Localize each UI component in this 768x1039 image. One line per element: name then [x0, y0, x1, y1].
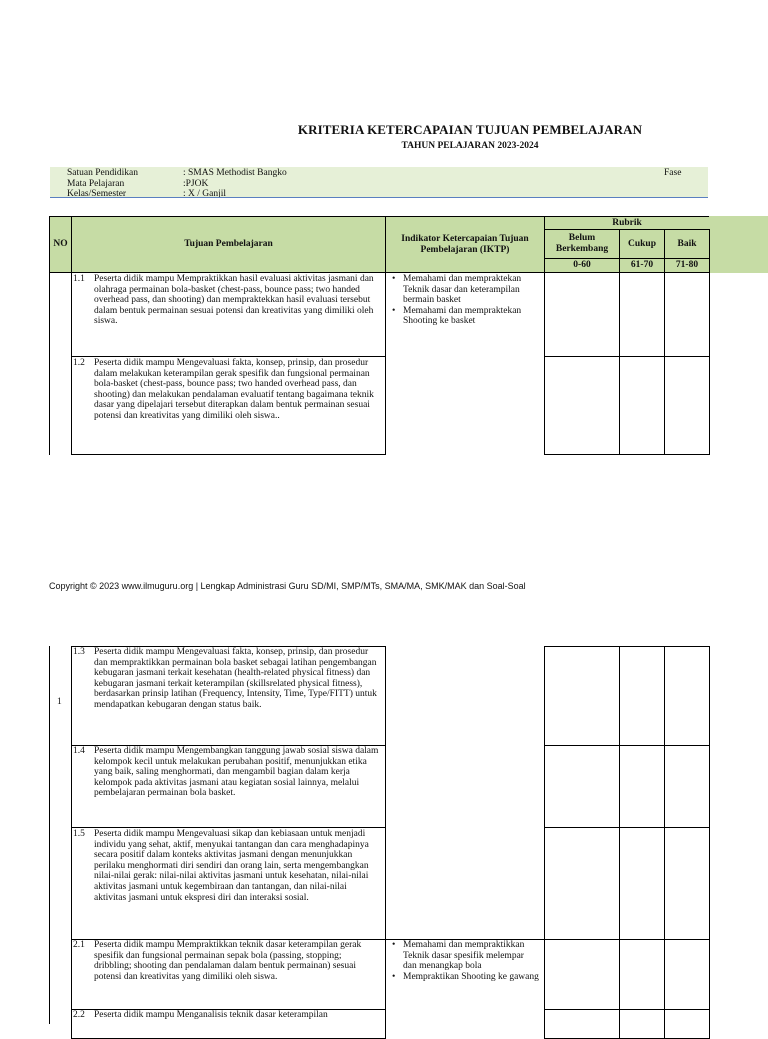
indikator-item: • Mempraktikan Shooting ke gawang — [388, 972, 540, 983]
score-cell-cukup — [619, 939, 665, 1010]
score-cell-baik — [664, 745, 710, 828]
score-cell-baik — [664, 646, 710, 746]
header-indikator: Indikator Ketercapaian Tujuan Pembelajaran (IKTP) — [385, 216, 545, 273]
row-number: 1.2 — [73, 358, 85, 368]
row-number: 2.2 — [73, 1010, 85, 1020]
info-band — [50, 167, 708, 198]
score-cell-belum — [544, 827, 620, 940]
header-baik-range: 71-80 — [664, 258, 710, 273]
score-cell-belum — [544, 356, 620, 455]
indikator-item: • Memahami dan mempraktekan Shooting ke basket — [388, 306, 540, 327]
info-kelas-value: : X / Ganjil — [183, 189, 227, 198]
row-text: Peserta didik mampu Menganalisis teknik dasar keterampilan — [94, 1010, 328, 1020]
row-text: Peserta didik mampu Mengembangkan tanggung jawab sosial siswa dalam kelompok kecil untuk melakukan perubahan positif, menunjukkan etika yang baik, saling menghormati, dan mengambil bagian dalam kerja kelompok pada aktivitas jasmani atau kegiatan sosial lainnya, melalui pembelajaran permainan bola basket. — [94, 746, 379, 799]
row-number: 1.1 — [73, 274, 85, 284]
score-cell-baik — [664, 939, 710, 1010]
score-cell-cukup — [619, 272, 665, 357]
header-rubrik: Rubrik — [544, 216, 710, 230]
document-subtitle: TAHUN PELAJARAN 2023-2024 — [401, 141, 539, 151]
info-satuan-label: Satuan Pendidikan — [67, 168, 138, 178]
indikator-list-group-1 — [388, 274, 540, 327]
header-no: NO — [49, 216, 72, 273]
row-number: 1.4 — [73, 746, 85, 756]
score-cell-belum — [544, 1009, 620, 1039]
indikator-item: • Memahami dan mempraktikkan Teknik dasar spesifik melempar dan menangkap bola — [388, 940, 540, 972]
header-belum: Belum Berkembang — [544, 229, 620, 259]
score-cell-baik — [664, 272, 710, 357]
score-cell-cukup — [619, 827, 665, 940]
row-number: 2.1 — [73, 940, 85, 950]
row-text: Peserta didik mampu Mengevaluasi fakta, konsep, prinsip, dan prosedur dan mempraktikkan permainan bola basket sebagai latihan pengembangan kebugaran jasmani terkait kesehatan (health-related physical fitness) dan kebugaran jasmani terkait keterampilan (skillsrelated physical fitness), berdasarkan prinsip latihan (Frequency, Intensity, Time, Type/FITT) untuk mendapatkan kebugaran dengan status baik. — [94, 647, 377, 710]
info-satuan-value: : SMAS Methodist Bangko — [183, 168, 287, 178]
score-cell-baik — [664, 356, 710, 455]
header-fill-extension — [709, 216, 768, 273]
indikator-item: • Memahami dan mempraktekan Teknik dasar dan keterampilan bermain basket — [388, 274, 540, 306]
row-group-number: 1 — [57, 697, 62, 707]
indikator-column-rule — [385, 646, 386, 1024]
score-cell-belum — [544, 272, 620, 357]
score-cell-cukup — [619, 356, 665, 455]
row-text: Peserta didik mampu Mempraktikkan teknik dasar keterampilan gerak spesifik dan fungsional permainan sepak bola (passing, stopping; dribbling; shooting dan pendalaman dalam bentuk permainan) sesuai potensi dan kreativitas yang dimiliki oleh siswa. — [94, 940, 362, 982]
header-tujuan: Tujuan Pembelajaran — [71, 216, 386, 273]
score-cell-cukup — [619, 646, 665, 746]
score-cell-belum — [544, 646, 620, 746]
header-cukup: Cukup — [619, 229, 665, 259]
info-fase-label: Fase — [664, 168, 682, 178]
copyright-footer: Copyright © 2023 www.ilmuguru.org | Lengkap Administrasi Guru SD/MI, SMP/MTs, SMA/MA, SMK/MAK dan Soal-Soal — [49, 581, 526, 591]
header-belum-range: 0-60 — [544, 258, 620, 273]
indikator-list-group-2 — [388, 940, 540, 982]
no-column-left-rule — [49, 646, 50, 1024]
info-kelas — [67, 189, 226, 198]
info-mapel-label: Mata Pelajaran — [67, 179, 125, 189]
row-number: 1.3 — [73, 647, 85, 657]
no-column-left-rule — [49, 272, 50, 455]
row-text: Peserta didik mampu Mempraktikkan hasil evaluasi aktivitas jasmani dan olahraga permainan bola-basket (chest-pass, bounce pass; two handed overhead pass, dan shooting) dan mempraktekkan hasil evaluasi tersebut dalam bentuk permainan sesuai potensi dan kreativitas yang dimiliki oleh siswa. — [94, 274, 374, 327]
document-title: KRITERIA KETERCAPAIAN TUJUAN PEMBELAJARAN — [297, 122, 643, 137]
info-kelas-label: Kelas/Semester — [67, 189, 127, 198]
score-cell-cukup — [619, 745, 665, 828]
header-cukup-range: 61-70 — [619, 258, 665, 273]
score-cell-cukup — [619, 1009, 665, 1039]
info-mapel-value: :PJOK — [183, 179, 209, 189]
header-baik: Baik — [664, 229, 710, 259]
score-cell-belum — [544, 745, 620, 828]
row-text: Peserta didik mampu Mengevaluasi fakta, konsep, prinsip, dan prosedur dalam melakukan keterampilan gerak spesifik dan fungsional permainan bola-basket (chest-pass, bounce pass; two handed overhead pass, dan shooting) dan melakukan pendalaman evaluatif tentang bagaimana teknik dasar yang dipelajari tersebut diterapkan dalam bentuk permainan sesuai potensi dan kreativitas yang dimiliki oleh siswa.. — [94, 358, 374, 421]
score-cell-baik — [664, 827, 710, 940]
row-text: Peserta didik mampu Mengevaluasi sikap dan kebiasaan untuk menjadi individu yang sehat, aktif, menyukai tantangan dan cara menghadapinya secara positif dalam konteks aktivitas jasmani dengan menunjukkan perilaku menghormati diri sendiri dan orang lain, serta mengembangkan nilai-nilai gerak: nilai-nilai aktivitas jasmani untuk kesehatan, nilai-nilai aktivitas jasmani untuk kegembiraan dan tantangan, dan nilai-nilai aktivitas jasmani untuk ekspresi diri dan interaksi sosial. — [94, 829, 369, 903]
row-number: 1.5 — [73, 829, 85, 839]
score-cell-belum — [544, 939, 620, 1010]
score-cell-baik — [664, 1009, 710, 1039]
info-satuan — [67, 168, 287, 179]
